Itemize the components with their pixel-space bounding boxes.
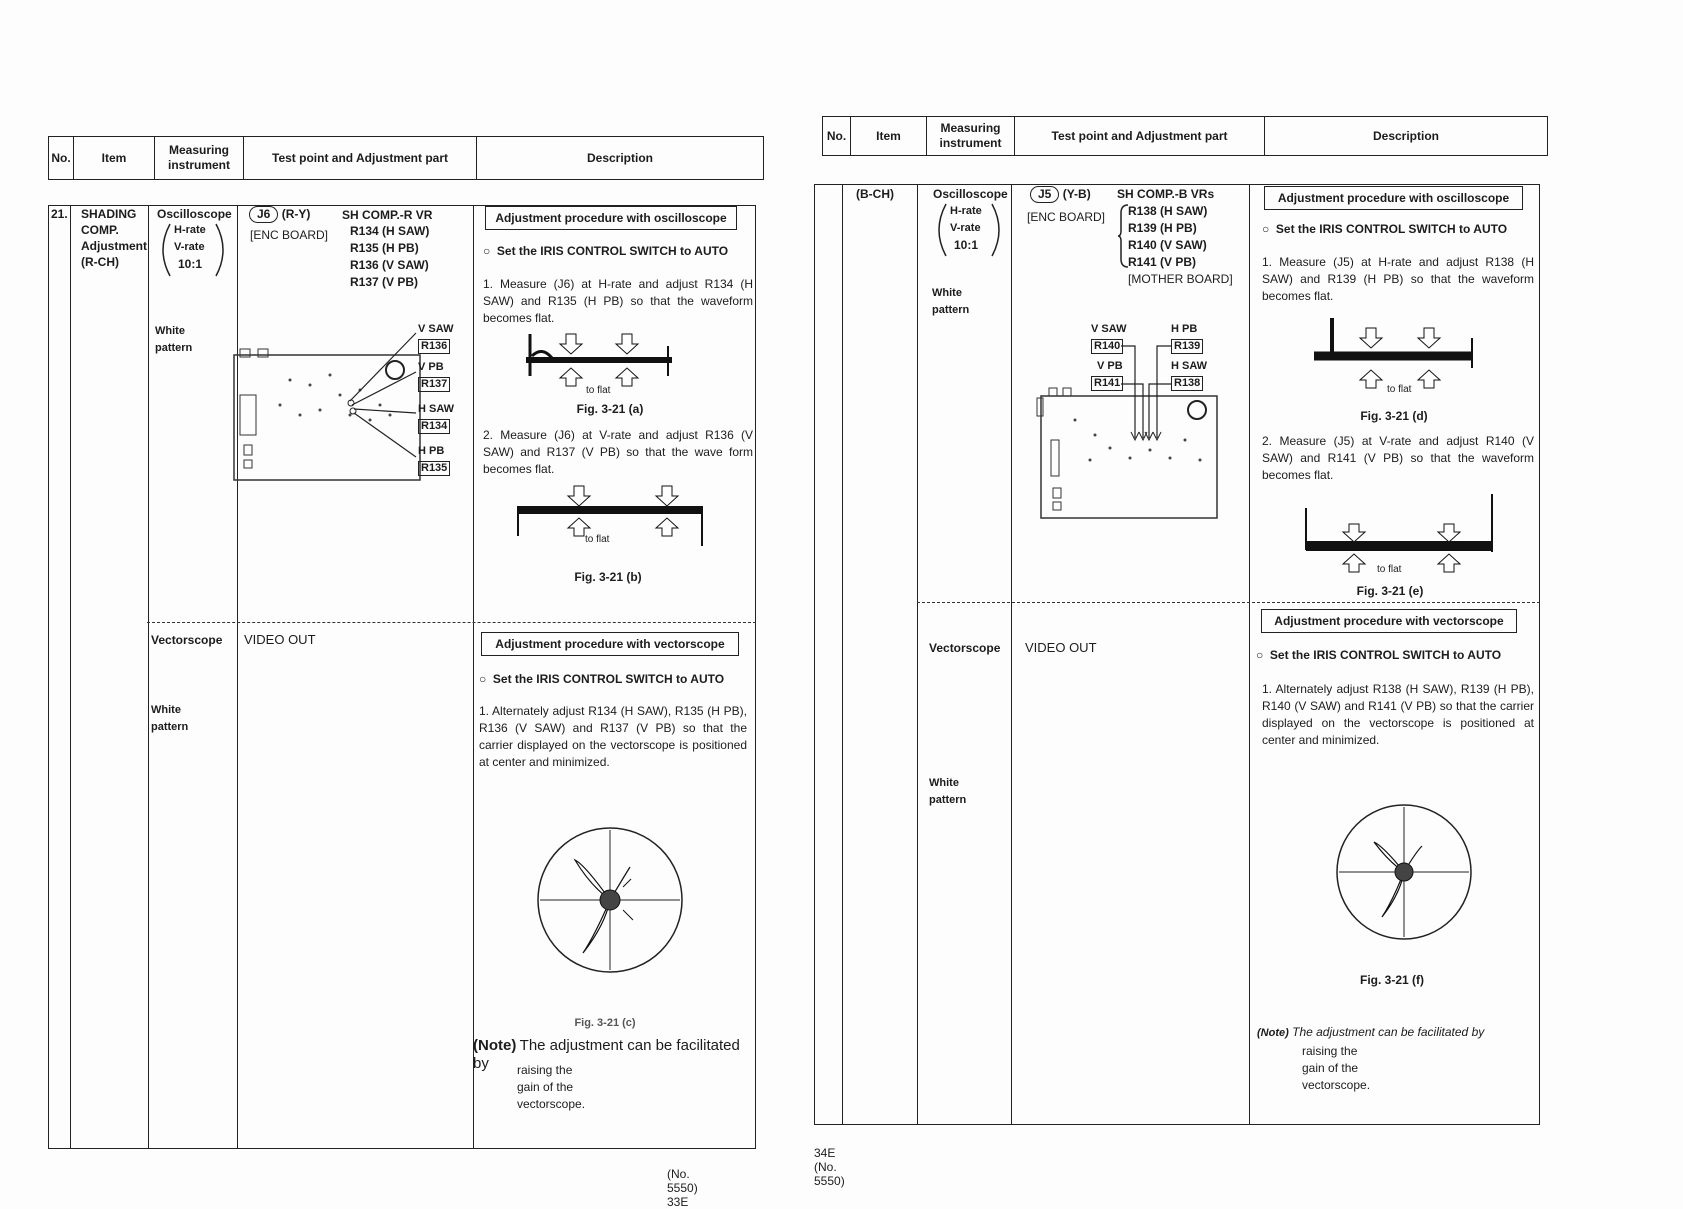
board-label: V PB — [418, 361, 444, 373]
page-number: (No. 5550) 33E — [667, 1167, 698, 1209]
bullet-icon: ○ — [483, 244, 497, 258]
mother-board-name: [MOTHER BOARD] — [1128, 272, 1233, 286]
board-name: [ENC BOARD] — [1027, 210, 1106, 224]
vec-procedure-title: Adjustment procedure with vectorscope — [481, 632, 739, 656]
item-line: COMP. — [81, 223, 119, 237]
jack-badge: J6 — [249, 206, 278, 223]
header-item: Item — [851, 117, 927, 155]
instrument-name: Oscilloscope — [933, 187, 1008, 201]
enc-board-diagram — [230, 345, 430, 485]
iris-instruction: ○ Set the IRIS CONTROL SWITCH to AUTO — [1256, 648, 1502, 662]
waveform-e-figure — [1302, 494, 1502, 572]
osc-step-2: 2. Measure (J6) at V-rate and adjust R136 (V SAW) and R137 (V PB) so that the wave form becomes flat. — [483, 428, 753, 476]
jack-channel: (Y-B) — [1062, 187, 1091, 201]
osc-procedure-title: Adjustment procedure with oscilloscope — [485, 206, 737, 230]
waveform-b-figure — [512, 486, 712, 546]
vec-test-point: VIDEO OUT — [244, 632, 316, 647]
note-text-2: raising the gain of the vectorscope. — [517, 1063, 586, 1111]
vr-item: R135 (H PB) — [350, 241, 419, 255]
pattern-line: pattern — [155, 342, 193, 354]
board-label: H SAW — [1171, 360, 1208, 372]
vectorscope-figure-f — [1334, 802, 1474, 942]
osc-step-1: 1. Measure (J5) at H-rate and adjust R138 (H SAW) and R139 (H PB) so that the waveform becomes flat. — [1262, 255, 1534, 303]
note-text: The adjustment can be facilitated by — [473, 1037, 740, 1072]
vec-step-1: 1. Alternately adjust R138 (H SAW), R139 (H PB), R140 (V SAW) and R141 (V PB) so that the carrier displayed on the vectorscope is positioned at center and minimized. — [1262, 682, 1534, 747]
figure-caption: Fig. 3-21 (d) — [1360, 409, 1428, 423]
test-point-jack — [1030, 186, 1091, 203]
note-text: The adjustment can be facilitated by — [1292, 1025, 1485, 1039]
header-description: Description — [586, 150, 653, 165]
pattern-line: pattern — [932, 304, 970, 316]
vr-item: R141 (V PB) — [1128, 255, 1197, 269]
board-label: H PB — [418, 445, 445, 457]
vr-item: R134 (H SAW) — [350, 224, 430, 238]
pattern-line: White — [155, 325, 185, 337]
board-label-box: R136 — [418, 337, 450, 354]
vec-step-1: 1. Alternately adjust R134 (H SAW), R135 (H PB), R136 (V SAW) and R137 (V PB) so that the carrier displayed on the vectorscope is positioned at center and minimized. — [479, 704, 747, 769]
board-label-box: R137 — [418, 375, 450, 392]
board-label-box: R141 — [1091, 374, 1123, 391]
figure-caption: Fig. 3-21 (e) — [1356, 584, 1424, 598]
vec-instrument: Vectorscope — [929, 641, 1001, 655]
left-section-divider — [147, 622, 756, 623]
rate-line: 10:1 — [178, 257, 203, 271]
rate-line: H-rate — [950, 205, 982, 217]
vec-pattern-line: White — [929, 777, 959, 789]
item-line: SHADING — [81, 207, 137, 221]
vec-test-point: VIDEO OUT — [1025, 640, 1097, 655]
bullet-icon: ○ — [1256, 648, 1270, 662]
figure-caption: Fig. 3-21 (a) — [576, 402, 644, 416]
board-label-box: R135 — [418, 459, 450, 476]
item-line: Adjustment — [81, 239, 147, 253]
right-section-divider — [917, 602, 1540, 603]
vr-item: R136 (V SAW) — [350, 258, 429, 272]
mother-board-diagram — [1035, 340, 1225, 530]
header-description: Description — [1372, 128, 1439, 143]
rate-line: V-rate — [950, 222, 981, 234]
vr-item: R139 (H PB) — [1128, 221, 1197, 235]
note — [473, 1037, 753, 1073]
test-point-jack — [249, 206, 310, 223]
bullet-icon: ○ — [479, 672, 493, 686]
vr-title: SH COMP.-R VR — [342, 208, 433, 222]
to-flat-label: to flat — [585, 534, 610, 545]
header-test-point: Test point and Adjustment part — [1015, 117, 1265, 155]
osc-step-2: 2. Measure (J5) at V-rate and adjust R140 (V SAW) and R141 (V PB) so that the waveform becomes flat. — [1262, 434, 1534, 482]
board-name: [ENC BOARD] — [250, 228, 329, 242]
board-label: V SAW — [418, 323, 454, 335]
rate-line: 10:1 — [954, 238, 979, 252]
vec-instrument: Vectorscope — [151, 633, 223, 647]
header-no: No. — [823, 117, 851, 155]
pattern-line: White — [932, 287, 962, 299]
board-label: V SAW — [1091, 323, 1127, 335]
to-flat-label: to flat — [1387, 384, 1412, 395]
vec-pattern-line: pattern — [151, 721, 189, 733]
figure-caption: Fig. 3-21 (b) — [574, 570, 642, 584]
figure-caption: Fig. 3-21 (f) — [1359, 973, 1424, 987]
vec-procedure-title: Adjustment procedure with vectorscope — [1261, 609, 1517, 633]
page-number: 34E (No. 5550) — [814, 1146, 845, 1188]
header-item: Item — [74, 137, 155, 179]
vec-pattern-line: pattern — [929, 794, 967, 806]
iris-instruction: ○ Set the IRIS CONTROL SWITCH to AUTO — [479, 672, 725, 686]
header-test-point: Test point and Adjustment part — [244, 137, 477, 179]
left-table-header — [48, 136, 764, 180]
board-label-box: R138 — [1171, 374, 1203, 391]
item-line: (R-CH) — [81, 255, 119, 269]
rate-line: V-rate — [174, 241, 205, 253]
board-label: V PB — [1097, 360, 1123, 372]
figure-caption: Fig. 3-21 (c) — [574, 1017, 636, 1029]
waveform-d-figure — [1312, 318, 1482, 390]
jack-channel: (R-Y) — [281, 207, 311, 221]
board-label: H PB — [1171, 323, 1198, 335]
header-measuring: Measuring instrument — [155, 137, 244, 179]
to-flat-label: to flat — [586, 385, 611, 396]
vec-pattern-line: White — [151, 704, 181, 716]
header-no: No. — [49, 137, 74, 179]
instrument-name: Oscilloscope — [157, 207, 232, 221]
board-label-box: R140 — [1091, 337, 1123, 354]
row-number: 21. — [51, 207, 68, 221]
board-label-box: R139 — [1171, 337, 1203, 354]
iris-instruction: ○ Set the IRIS CONTROL SWITCH to AUTO — [1262, 222, 1508, 236]
vr-item: R140 (V SAW) — [1128, 238, 1207, 252]
board-label: H SAW — [418, 403, 455, 415]
jack-badge: J5 — [1030, 186, 1059, 203]
iris-instruction: ○ Set the IRIS CONTROL SWITCH to AUTO — [483, 244, 729, 258]
osc-procedure-title: Adjustment procedure with oscilloscope — [1264, 186, 1523, 210]
bullet-icon: ○ — [1262, 222, 1276, 236]
osc-step-1: 1. Measure (J6) at H-rate and adjust R134 (H SAW) and R135 (H PB) so that the waveform becomes flat. — [483, 277, 753, 325]
to-flat-label: to flat — [1377, 564, 1402, 575]
note — [1257, 1024, 1537, 1042]
item-channel: (B-CH) — [856, 187, 894, 201]
header-measuring: Measuring instrument — [927, 117, 1015, 155]
rate-line: H-rate — [174, 224, 206, 236]
note-text-2: raising the gain of the vectorscope. — [1302, 1044, 1371, 1092]
vr-item: R137 (V PB) — [350, 275, 419, 289]
vr-title: SH COMP.-B VRs — [1117, 187, 1215, 201]
vectorscope-figure-c — [535, 825, 685, 975]
note-label: (Note) — [1257, 1027, 1289, 1039]
right-table-header — [822, 116, 1548, 156]
board-label-box: R134 — [418, 417, 450, 434]
vr-item: R138 (H SAW) — [1128, 204, 1208, 218]
note-label: (Note) — [473, 1037, 517, 1054]
